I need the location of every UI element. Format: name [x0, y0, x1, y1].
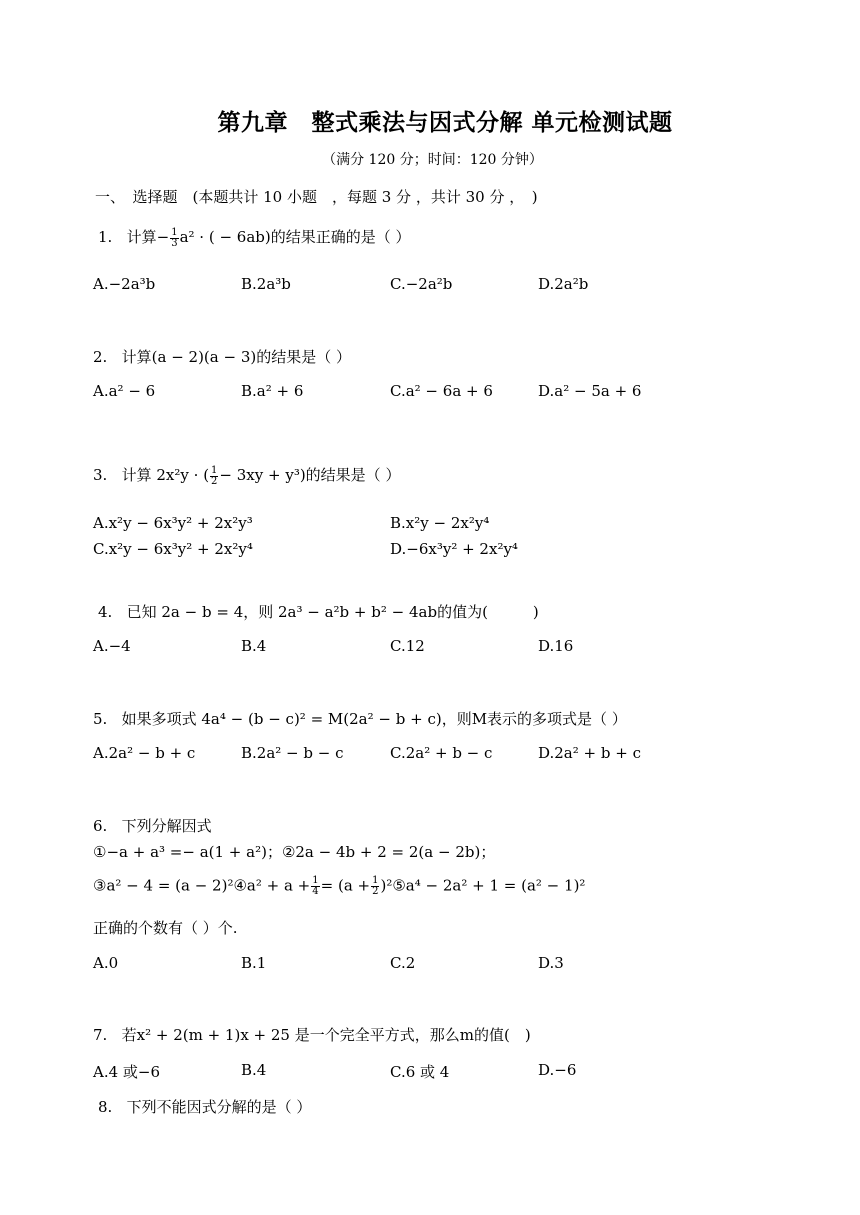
- question-6-line-2: ③a² − 4 = (a − 2)²④a² + a + $\frac{1}{4}$ = (a + $\frac{1}{2}$ )²⑤a⁴ − 2a² + 1 = (a² − 1)²: [93, 875, 586, 897]
- question-number: 2.: [93, 348, 108, 366]
- question-stem: 计算(a − 2)(a − 3)的结果是（ ）: [121, 348, 351, 366]
- question-stem: 下列不能因式分解的是（ ）: [126, 1098, 312, 1116]
- question-4: [98, 601, 539, 622]
- question-number: 1.: [98, 228, 113, 246]
- page-title: 第九章 整式乘法与因式分解 单元检测试题: [217, 110, 673, 136]
- option-a[interactable]: A.−2a³b: [93, 275, 156, 293]
- option-b[interactable]: B.x²y − 2x²y⁴: [390, 514, 490, 532]
- option-a[interactable]: A.a² − 6: [93, 382, 156, 400]
- question-stem: 已知 2a − b = 4，则 2a³ − a²b + b² − 4ab的值为( ): [126, 603, 539, 621]
- question-number: 3.: [93, 466, 108, 484]
- question-stem: 如果多项式 4a⁴ − (b − c)² = M(2a² − b + c)，则M表示的多项式是（ ）: [121, 710, 627, 728]
- question-3: [93, 464, 400, 487]
- question-stem: 计算−: [126, 228, 170, 246]
- option-c[interactable]: C.−2a²b: [390, 275, 453, 293]
- option-d[interactable]: D.−6: [538, 1061, 577, 1079]
- option-c[interactable]: C.x²y − 6x³y² + 2x²y⁴: [93, 540, 253, 558]
- question-stem: 若x² + 2(m + 1)x + 25 是一个完全平方式，那么m的值( ): [121, 1026, 531, 1044]
- question-number: 8.: [98, 1098, 113, 1116]
- option-c[interactable]: C.2a² + b − c: [390, 744, 493, 762]
- question-stem: 下列分解因式: [121, 817, 212, 835]
- option-c[interactable]: C.2: [390, 954, 416, 972]
- option-b[interactable]: B.4: [241, 1061, 267, 1079]
- option-a[interactable]: A.2a² − b + c: [93, 744, 196, 762]
- option-b[interactable]: B.2a³b: [241, 275, 291, 293]
- option-b[interactable]: B.4: [241, 637, 267, 655]
- question-6-line-1: ①−a + a³ =− a(1 + a²)；②2a − 4b + 2 = 2(a − 2b)；: [93, 843, 496, 861]
- option-a[interactable]: A.0: [93, 954, 119, 972]
- question-8: [98, 1096, 311, 1117]
- question-stem-cont: a² · ( − 6ab)的结果正确的是（ ）: [179, 228, 411, 246]
- fraction: $\frac{1}{3}$: [171, 226, 178, 249]
- question-5: [93, 708, 627, 729]
- fraction: $\frac{1}{4}$: [312, 875, 319, 897]
- question-2: [93, 346, 351, 367]
- question-number: 7.: [93, 1026, 108, 1044]
- option-d[interactable]: D.−6x³y² + 2x²y⁴: [390, 540, 518, 558]
- page-subtitle: （满分 120 分；时间：120 分钟）: [322, 152, 543, 168]
- option-b[interactable]: B.2a² − b − c: [241, 744, 344, 762]
- question-1: [98, 226, 411, 249]
- option-a[interactable]: A.x²y − 6x³y² + 2x²y³: [93, 514, 253, 532]
- option-c[interactable]: C.12: [390, 637, 425, 655]
- question-7: [93, 1024, 531, 1045]
- fraction: $\frac{1}{2}$: [372, 875, 379, 897]
- question-number: 6.: [93, 817, 108, 835]
- option-b[interactable]: B.1: [241, 954, 267, 972]
- option-d[interactable]: D.2a²b: [538, 275, 589, 293]
- option-b[interactable]: B.a² + 6: [241, 382, 304, 400]
- option-c[interactable]: C.a² − 6a + 6: [390, 382, 493, 400]
- option-d[interactable]: D.3: [538, 954, 564, 972]
- option-c[interactable]: C.6 或 4: [390, 1063, 450, 1081]
- option-d[interactable]: D.a² − 5a + 6: [538, 382, 642, 400]
- question-6: [93, 815, 212, 836]
- question-stem-cont: − 3xy + y³)的结果是（ ）: [219, 466, 401, 484]
- option-a[interactable]: A.4 或−6: [93, 1063, 161, 1081]
- section-heading: 一、 选择题 (本题共计 10 小题 ，每题 3 分 ，共计 30 分 ， ): [95, 188, 538, 206]
- question-number: 5.: [93, 710, 108, 728]
- question-number: 4.: [98, 603, 113, 621]
- question-6-tail: 正确的个数有（ ）个.: [93, 919, 238, 937]
- option-d[interactable]: D.2a² + b + c: [538, 744, 641, 762]
- fraction: $\frac{1}{2}$: [211, 464, 218, 487]
- question-stem: 计算 2x²y · (: [121, 466, 210, 484]
- option-a[interactable]: A.−4: [93, 637, 131, 655]
- option-d[interactable]: D.16: [538, 637, 574, 655]
